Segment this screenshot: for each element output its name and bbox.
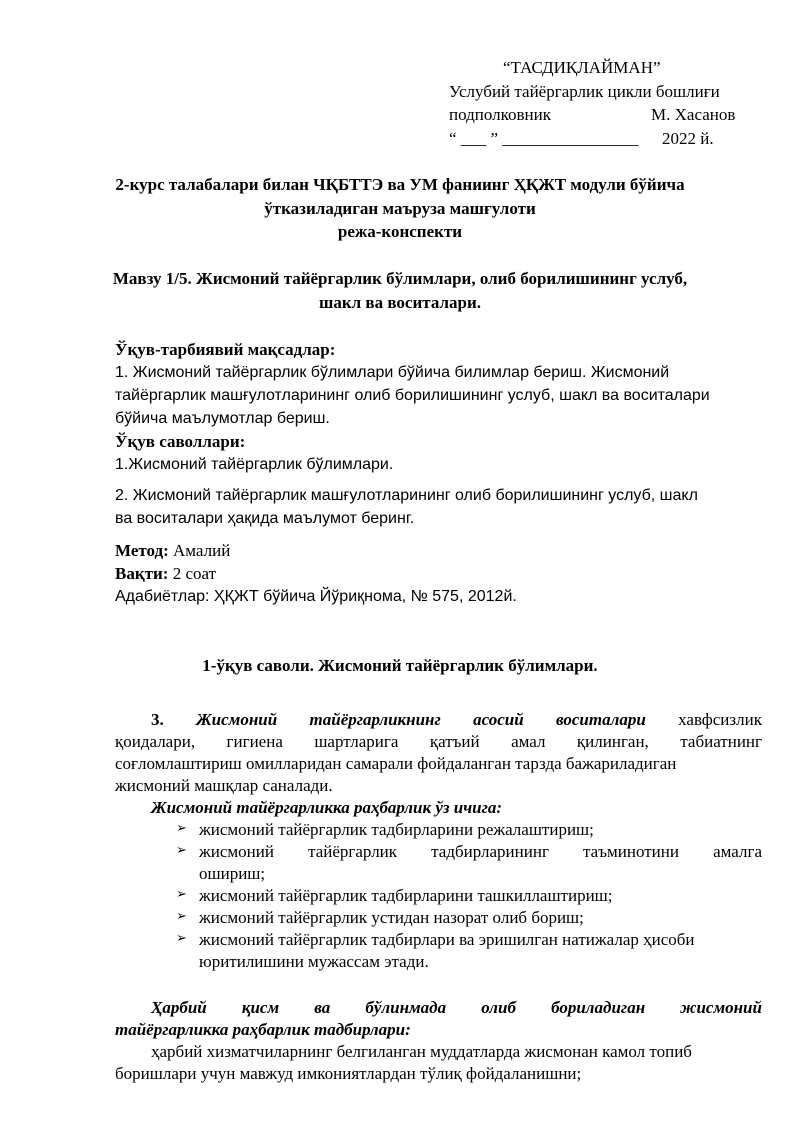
measures-heading-line-2: тайёргарликка раҳбарлик тадбирлари: (115, 1020, 411, 1039)
heading-line-3: режа-конспекти (337, 222, 463, 241)
method-row (115, 540, 230, 562)
time-label: Вақти: (115, 564, 169, 583)
para3-num: 3. (151, 710, 164, 729)
measures-word: олиб (481, 998, 516, 1017)
goals-heading: Ўқув-тарбиявий мақсадлар: (115, 340, 336, 359)
heading-line-1: 2-курс талабалари билан ЧҚБТТЭ ва УМ фаниинг ҲҚЖТ модули бўйича (115, 175, 685, 194)
question-2-line-2: ва воситалари ҳақида маълумот беринг. (115, 510, 415, 527)
question-2-line-1: 2. Жисмоний тайёргарлик машғулотларининг олиб борилишининг услуб, шакл (115, 487, 698, 504)
para3-line-1 (115, 709, 762, 731)
measures-word: бориладиган (551, 998, 646, 1017)
time-row (115, 563, 216, 585)
goals-line-2: тайёргарлик машғулотларининг олиб борилишининг услуб, шакл ва воситалари (115, 387, 710, 404)
arrow-bullet-icon: ➢ (176, 821, 187, 836)
leadership-item-5-line-2: юритилишини мужассам этади. (199, 952, 429, 971)
para3-word: амал (511, 732, 546, 751)
measures-heading-line-1 (151, 997, 762, 1019)
leadership-word: амалга (713, 842, 762, 861)
para3-word: табиатнинг (680, 732, 762, 751)
leadership-item-2-line-1 (199, 841, 762, 863)
measures-word: ва (314, 998, 331, 1017)
para3-word: тайёргарликнинг (309, 710, 441, 729)
para3-word: воситалари (556, 710, 646, 729)
para3-word: Жисмоний (196, 710, 278, 729)
arrow-bullet-icon: ➢ (176, 843, 187, 858)
leadership-item-2-line-2: ошириш; (199, 864, 266, 883)
measures-word: қисм (241, 998, 280, 1017)
leadership-word: тадбирларининг (431, 842, 549, 861)
arrow-bullet-icon: ➢ (176, 887, 187, 902)
para3-word: шартларига (314, 732, 399, 751)
goals-line-3: бўйича маълумотлар бериш. (115, 410, 330, 427)
method-value: Амалий (168, 541, 231, 560)
para3-line-4: жисмоний машқлар саналади. (115, 776, 333, 795)
approval-name: М. Хасанов (651, 105, 736, 124)
para3-word: қатъий (429, 732, 480, 751)
time-value: 2 соат (168, 564, 217, 583)
question-1: 1.Жисмоний тайёргарлик бўлимлари. (115, 456, 394, 473)
measures-line-2: боришлари учун мавжуд имкониятлардан тўлиқ фойдаланишни; (115, 1064, 582, 1083)
approval-date-blank: “ ___ ” ________________ (449, 129, 639, 148)
leadership-heading: Жисмоний тайёргарликка раҳбарлик ўз ичига: (151, 798, 503, 817)
para3-word: қоидалари, (115, 732, 196, 751)
leadership-word: жисмоний (199, 842, 274, 861)
goals-line-1: 1. Жисмоний тайёргарлик бўлимлари бўйича билимлар бериш. Жисмоний (115, 364, 670, 381)
heading-line-2: ўтказиладиган маъруза машғулоти (264, 199, 536, 218)
para3-line-3: соғломлаштириш омилларидан самарали фойдаланган тарзда бажариладиган (115, 754, 677, 773)
approval-rank: подполковник (449, 105, 551, 124)
literature: Адабиётлар: ҲҚЖТ бўйича Йўриқнома, № 575, 2012й. (115, 588, 517, 605)
topic-line-2: шакл ва воситалари. (318, 293, 481, 312)
approval-year: 2022 й. (662, 129, 714, 148)
topic-line-1: Мавзу 1/5. Жисмоний тайёргарлик бўлимлари, олиб борилишининг услуб, (112, 269, 688, 288)
approval-position: Услубий тайёргарлик цикли бошлиғи (449, 82, 720, 101)
approval-title: “ТАСДИҚЛАЙМАН” (503, 58, 661, 77)
measures-word: жисмоний (680, 998, 762, 1017)
leadership-word: тайёргарлик (308, 842, 398, 861)
leadership-item-3: жисмоний тайёргарлик тадбирларини ташкиллаштириш; (199, 886, 613, 905)
para3-line-2 (115, 731, 762, 753)
arrow-bullet-icon: ➢ (176, 931, 187, 946)
para3-word: асосий (473, 710, 524, 729)
arrow-bullet-icon: ➢ (176, 909, 187, 924)
para3-word: хавфсизлик (678, 710, 762, 729)
measures-word: Ҳарбий (151, 998, 207, 1017)
leadership-word: таъминотини (583, 842, 679, 861)
section-1-title: 1-ўқув саволи. Жисмоний тайёргарлик бўлимлари. (202, 656, 598, 675)
leadership-item-4: жисмоний тайёргарлик устидан назорат олиб бориш; (199, 908, 584, 927)
questions-heading: Ўқув саволлари: (115, 432, 246, 451)
measures-line-1: ҳарбий хизматчиларнинг белгиланган муддатларда жисмонан камол топиб (151, 1042, 692, 1061)
leadership-item-5-line-1: жисмоний тайёргарлик тадбирлари ва эришилган натижалар ҳисоби (199, 930, 695, 949)
method-label: Метод: (115, 541, 169, 560)
leadership-item-1: жисмоний тайёргарлик тадбирларини режалаштириш; (199, 820, 594, 839)
para3-word: қилинган, (576, 732, 649, 751)
para3-word: гигиена (226, 732, 283, 751)
measures-word: бўлинмада (365, 998, 447, 1017)
